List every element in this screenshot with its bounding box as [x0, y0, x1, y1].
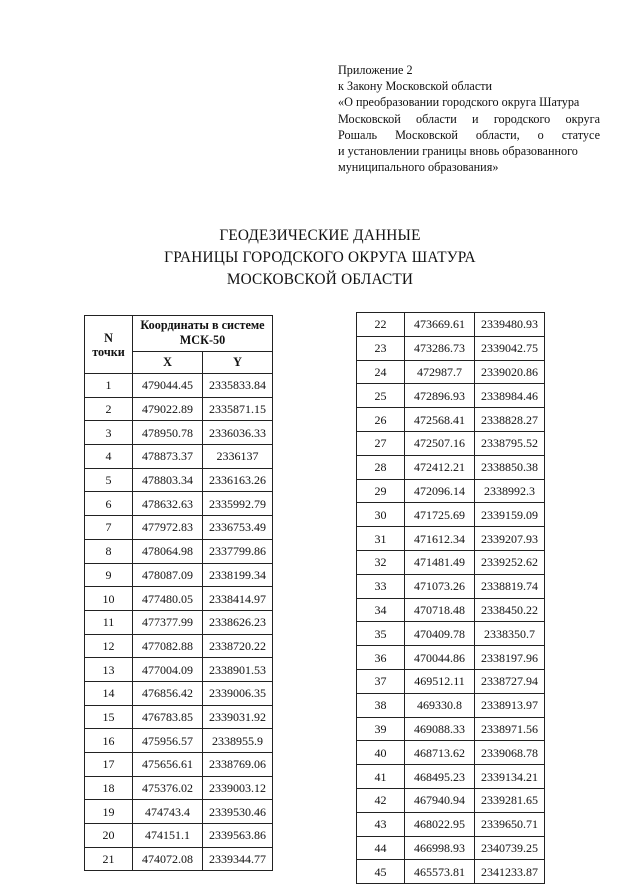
- point-number-cell: 5: [85, 468, 133, 492]
- point-number-cell: 30: [357, 503, 405, 527]
- y-coordinate-cell: 2338850.38: [475, 455, 545, 479]
- y-coordinate-cell: 2338992.3: [475, 479, 545, 503]
- point-number-cell: 3: [85, 421, 133, 445]
- y-coordinate-cell: 2337799.86: [203, 539, 273, 563]
- point-number-cell: 22: [357, 313, 405, 337]
- y-coordinate-cell: 2338971.56: [475, 717, 545, 741]
- header-tochki: точки: [92, 344, 125, 359]
- y-coordinate-cell: 2336163.26: [203, 468, 273, 492]
- table-row: [85, 539, 273, 563]
- table-row: [85, 397, 273, 421]
- point-number-cell: 2: [85, 397, 133, 421]
- table-row: [357, 455, 545, 479]
- point-number-cell: 11: [85, 610, 133, 634]
- point-number-cell: 10: [85, 587, 133, 611]
- point-number-cell: 6: [85, 492, 133, 516]
- table-row: [357, 360, 545, 384]
- point-number-cell: 40: [357, 741, 405, 765]
- point-number-cell: 20: [85, 824, 133, 848]
- x-coordinate-cell: 475656.61: [133, 753, 203, 777]
- y-coordinate-cell: 2339134.21: [475, 765, 545, 789]
- x-coordinate-cell: 471612.34: [405, 527, 475, 551]
- point-number-cell: 37: [357, 669, 405, 693]
- point-number-cell: 27: [357, 431, 405, 455]
- y-coordinate-cell: 2339006.35: [203, 681, 273, 705]
- point-number-cell: 23: [357, 336, 405, 360]
- table-row: [357, 550, 545, 574]
- x-coordinate-cell: 477377.99: [133, 610, 203, 634]
- y-coordinate-cell: 2338727.94: [475, 669, 545, 693]
- y-coordinate-cell: 2339281.65: [475, 788, 545, 812]
- y-coordinate-cell: 2339003.12: [203, 776, 273, 800]
- table-row: [357, 693, 545, 717]
- y-coordinate-cell: 2338819.74: [475, 574, 545, 598]
- y-coordinate-cell: 2338984.46: [475, 384, 545, 408]
- x-coordinate-cell: 472987.7: [405, 360, 475, 384]
- table-row: [85, 729, 273, 753]
- point-number-cell: 32: [357, 550, 405, 574]
- x-coordinate-cell: 478064.98: [133, 539, 203, 563]
- table-row: [357, 598, 545, 622]
- header-coords-line1: Координаты в системе: [140, 318, 265, 333]
- point-number-cell: 4: [85, 445, 133, 469]
- x-coordinate-cell: 475376.02: [133, 776, 203, 800]
- coordinates-table-left: [84, 315, 273, 871]
- table-row: [85, 847, 273, 871]
- y-coordinate-cell: 2339530.46: [203, 800, 273, 824]
- table-row: [357, 788, 545, 812]
- point-number-cell: 34: [357, 598, 405, 622]
- x-coordinate-cell: 472412.21: [405, 455, 475, 479]
- x-coordinate-cell: 474151.1: [133, 824, 203, 848]
- table-row: [85, 492, 273, 516]
- x-coordinate-cell: 472896.93: [405, 384, 475, 408]
- point-number-cell: 16: [85, 729, 133, 753]
- table-row: [85, 800, 273, 824]
- table-row: [85, 516, 273, 540]
- y-coordinate-cell: 2338350.7: [475, 622, 545, 646]
- table-row: [357, 622, 545, 646]
- table-row: [357, 741, 545, 765]
- point-number-cell: 29: [357, 479, 405, 503]
- y-coordinate-cell: 2339207.93: [475, 527, 545, 551]
- header-coords-line2: МСК-50: [179, 333, 226, 348]
- x-coordinate-cell: 471481.49: [405, 550, 475, 574]
- y-coordinate-cell: 2338720.22: [203, 634, 273, 658]
- table-row: [85, 587, 273, 611]
- point-number-cell: 17: [85, 753, 133, 777]
- appendix-note: [338, 62, 600, 175]
- point-number-cell: 38: [357, 693, 405, 717]
- appendix-line: «О преобразовании городского округа Шатура: [338, 95, 580, 110]
- point-number-cell: 24: [357, 360, 405, 384]
- header-x: X: [133, 351, 203, 373]
- appendix-line: Рошаль Московской области, о статусе: [338, 127, 600, 142]
- table-row: [85, 776, 273, 800]
- x-coordinate-cell: 466998.93: [405, 836, 475, 860]
- title-line: ГРАНИЦЫ ГОРОДСКОГО ОКРУГА ШАТУРА: [164, 249, 476, 266]
- table-row: [85, 563, 273, 587]
- y-coordinate-cell: 2338199.34: [203, 563, 273, 587]
- y-coordinate-cell: 2338197.96: [475, 646, 545, 670]
- point-number-cell: 7: [85, 516, 133, 540]
- table-row: [85, 445, 273, 469]
- point-number-cell: 9: [85, 563, 133, 587]
- x-coordinate-cell: 474743.4: [133, 800, 203, 824]
- x-coordinate-cell: 479022.89: [133, 397, 203, 421]
- point-number-cell: 26: [357, 408, 405, 432]
- point-number-cell: 8: [85, 539, 133, 563]
- table-row: [85, 421, 273, 445]
- point-number-cell: 18: [85, 776, 133, 800]
- x-coordinate-cell: 473669.61: [405, 313, 475, 337]
- header-coordinates: [133, 316, 273, 352]
- table-row: [85, 705, 273, 729]
- y-coordinate-cell: 2335871.15: [203, 397, 273, 421]
- header-y: Y: [203, 351, 273, 373]
- y-coordinate-cell: 2339031.92: [203, 705, 273, 729]
- y-coordinate-cell: 2338955.9: [203, 729, 273, 753]
- y-coordinate-cell: 2338450.22: [475, 598, 545, 622]
- x-coordinate-cell: 478087.09: [133, 563, 203, 587]
- y-coordinate-cell: 2339042.75: [475, 336, 545, 360]
- point-number-cell: 21: [85, 847, 133, 871]
- x-coordinate-cell: 478803.34: [133, 468, 203, 492]
- table-row: [357, 765, 545, 789]
- y-coordinate-cell: 2341233.87: [475, 860, 545, 884]
- x-coordinate-cell: 471725.69: [405, 503, 475, 527]
- y-coordinate-cell: 2336753.49: [203, 516, 273, 540]
- y-coordinate-cell: 2339650.71: [475, 812, 545, 836]
- x-coordinate-cell: 477480.05: [133, 587, 203, 611]
- document-title: [0, 225, 640, 291]
- point-number-cell: 15: [85, 705, 133, 729]
- appendix-line: муниципального образования»: [338, 160, 499, 175]
- x-coordinate-cell: 472507.16: [405, 431, 475, 455]
- x-coordinate-cell: 467940.94: [405, 788, 475, 812]
- x-coordinate-cell: 470718.48: [405, 598, 475, 622]
- title-line: ГЕОДЕЗИЧЕСКИЕ ДАННЫЕ: [219, 227, 421, 244]
- x-coordinate-cell: 468022.95: [405, 812, 475, 836]
- x-coordinate-cell: 469330.8: [405, 693, 475, 717]
- table-row: [85, 658, 273, 682]
- point-number-cell: 25: [357, 384, 405, 408]
- x-coordinate-cell: 473286.73: [405, 336, 475, 360]
- appendix-line: и установлении границы вновь образованного: [338, 144, 578, 159]
- table-row: [357, 669, 545, 693]
- table-row: [357, 313, 545, 337]
- point-number-cell: 39: [357, 717, 405, 741]
- point-number-cell: 33: [357, 574, 405, 598]
- point-number-cell: 41: [357, 765, 405, 789]
- x-coordinate-cell: 465573.81: [405, 860, 475, 884]
- y-coordinate-cell: 2340739.25: [475, 836, 545, 860]
- point-number-cell: 1: [85, 374, 133, 398]
- x-coordinate-cell: 470409.78: [405, 622, 475, 646]
- table-row: [357, 431, 545, 455]
- point-number-cell: 45: [357, 860, 405, 884]
- x-coordinate-cell: 469088.33: [405, 717, 475, 741]
- y-coordinate-cell: 2339068.78: [475, 741, 545, 765]
- table-row: [85, 753, 273, 777]
- y-coordinate-cell: 2338626.23: [203, 610, 273, 634]
- x-coordinate-cell: 478873.37: [133, 445, 203, 469]
- point-number-cell: 31: [357, 527, 405, 551]
- table-row: [357, 717, 545, 741]
- table-row: [85, 824, 273, 848]
- table-row: [85, 681, 273, 705]
- appendix-line: к Закону Московской области: [338, 79, 493, 94]
- y-coordinate-cell: 2339344.77: [203, 847, 273, 871]
- x-coordinate-cell: 477004.09: [133, 658, 203, 682]
- table-row: [357, 408, 545, 432]
- table-row: [357, 527, 545, 551]
- y-coordinate-cell: 2338913.97: [475, 693, 545, 717]
- y-coordinate-cell: 2339020.86: [475, 360, 545, 384]
- y-coordinate-cell: 2338769.06: [203, 753, 273, 777]
- y-coordinate-cell: 2335833.84: [203, 374, 273, 398]
- y-coordinate-cell: 2335992.79: [203, 492, 273, 516]
- appendix-line: Приложение 2: [338, 63, 413, 77]
- y-coordinate-cell: 2339159.09: [475, 503, 545, 527]
- y-coordinate-cell: 2339563.86: [203, 824, 273, 848]
- point-number-cell: 36: [357, 646, 405, 670]
- x-coordinate-cell: 477082.88: [133, 634, 203, 658]
- table-row: [357, 574, 545, 598]
- point-number-cell: 12: [85, 634, 133, 658]
- appendix-line: Московской области и городского округа: [338, 111, 600, 126]
- table-row: [357, 336, 545, 360]
- table-row: [357, 479, 545, 503]
- x-coordinate-cell: 476783.85: [133, 705, 203, 729]
- y-coordinate-cell: 2339480.93: [475, 313, 545, 337]
- x-coordinate-cell: 475956.57: [133, 729, 203, 753]
- table-row: [357, 646, 545, 670]
- point-number-cell: 13: [85, 658, 133, 682]
- x-coordinate-cell: 477972.83: [133, 516, 203, 540]
- y-coordinate-cell: 2338414.97: [203, 587, 273, 611]
- title-line: МОСКОВСКОЙ ОБЛАСТИ: [226, 271, 414, 288]
- x-coordinate-cell: 472096.14: [405, 479, 475, 503]
- x-coordinate-cell: 469512.11: [405, 669, 475, 693]
- x-coordinate-cell: 479044.45: [133, 374, 203, 398]
- point-number-cell: 19: [85, 800, 133, 824]
- table-row: [357, 836, 545, 860]
- table-row: [85, 634, 273, 658]
- y-coordinate-cell: 2336036.33: [203, 421, 273, 445]
- y-coordinate-cell: 2338828.27: [475, 408, 545, 432]
- x-coordinate-cell: 478950.78: [133, 421, 203, 445]
- x-coordinate-cell: 471073.26: [405, 574, 475, 598]
- table-row: [85, 468, 273, 492]
- point-number-cell: 42: [357, 788, 405, 812]
- x-coordinate-cell: 472568.41: [405, 408, 475, 432]
- table-row: [357, 812, 545, 836]
- x-coordinate-cell: 470044.86: [405, 646, 475, 670]
- header-n: N: [104, 330, 113, 345]
- x-coordinate-cell: 468713.62: [405, 741, 475, 765]
- y-coordinate-cell: 2338795.52: [475, 431, 545, 455]
- table-row: [357, 384, 545, 408]
- table-row: [85, 374, 273, 398]
- x-coordinate-cell: 476856.42: [133, 681, 203, 705]
- x-coordinate-cell: 478632.63: [133, 492, 203, 516]
- y-coordinate-cell: 2336137: [203, 445, 273, 469]
- table-row: [357, 503, 545, 527]
- x-coordinate-cell: 474072.08: [133, 847, 203, 871]
- coordinates-table-right: [356, 312, 545, 884]
- x-coordinate-cell: 468495.23: [405, 765, 475, 789]
- table-row: [85, 610, 273, 634]
- point-number-cell: 44: [357, 836, 405, 860]
- point-number-cell: 43: [357, 812, 405, 836]
- point-number-cell: 35: [357, 622, 405, 646]
- y-coordinate-cell: 2339252.62: [475, 550, 545, 574]
- y-coordinate-cell: 2338901.53: [203, 658, 273, 682]
- point-number-cell: 28: [357, 455, 405, 479]
- point-number-cell: 14: [85, 681, 133, 705]
- table-row: [357, 860, 545, 884]
- header-point-number: [85, 316, 133, 374]
